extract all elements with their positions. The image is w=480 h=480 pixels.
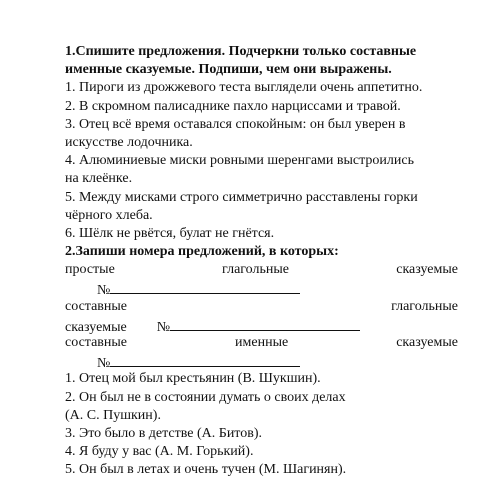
task1-sentence-4-line2: на клеёнке. xyxy=(65,171,133,187)
row2-number-sign: № xyxy=(156,319,171,335)
row3-word-nominal: именные xyxy=(235,335,289,350)
row2-word-verbal: глагольные xyxy=(391,298,458,314)
row1-answer-blank[interactable] xyxy=(110,279,300,294)
task1-sentence-3-line1: 3. Отец всё время оставался спокойным: он был уверен в xyxy=(65,116,406,132)
task1-sentence-3-line2: искусстве лодочника. xyxy=(65,134,193,150)
task1-sentence-6: 6. Шёлк не рвётся, булат не гнётся. xyxy=(65,225,275,241)
task1-header-line2: именные сказуемые. Подпиши, чем они выражены. xyxy=(65,62,392,78)
row1-number-sign: № xyxy=(97,283,111,299)
row3-word-predicates: сказуемые xyxy=(396,335,458,350)
row1-word-verbal: глагольные xyxy=(222,262,289,278)
task1-sentence-2: 2. В скромном палисаднике пахло нарциссами и травой. xyxy=(65,98,401,114)
task2-row2-answer xyxy=(65,316,458,334)
task2-sentence-4: 4. Я буду у вас (А. М. Горький). xyxy=(65,444,254,460)
row3-word-compound: составные xyxy=(65,335,128,350)
task1-header-line1: 1.Спишите предложения. Подчеркни только составные xyxy=(65,44,417,59)
task2-sentence-2-line1: 2. Он был не в состоянии думать о своих делах xyxy=(65,389,346,405)
task2-header: 2.Запиши номера предложений, в которых: xyxy=(65,244,339,260)
task2-row1-words xyxy=(65,261,458,279)
task2-row3-answer xyxy=(65,352,458,370)
row2-word-predicates: сказуемые xyxy=(65,319,127,335)
row3-number-sign: № xyxy=(97,356,111,372)
row1-word-simple: простые xyxy=(65,262,115,278)
task2-sentence-5: 5. Он был в летах и очень тучен (М. Шагинян). xyxy=(65,462,347,478)
task1-sentence-4-line1: 4. Алюминиевые миски ровными шеренгами выстроились xyxy=(65,153,414,169)
task2-row1-answer xyxy=(65,279,458,297)
task1-sentence-5-line1: 5. Между мисками строго симметрично расставлены горки xyxy=(65,189,418,205)
task2-row3-words xyxy=(65,334,458,352)
task2-row2-words xyxy=(65,298,458,316)
task2-sentence-2-line2: (А. С. Пушкин). xyxy=(65,407,161,423)
task1-sentence-1: 1. Пироги из дрожжевого теста выглядели очень аппетитно. xyxy=(65,80,423,96)
task2-sentence-3: 3. Это было в детстве (А. Битов). xyxy=(65,425,263,441)
row2-answer-blank[interactable] xyxy=(170,316,360,331)
row2-word-compound: составные xyxy=(65,298,128,314)
row3-answer-blank[interactable] xyxy=(110,352,300,367)
task2-sentence-1: 1. Отец мой был крестьянин (В. Шукшин). xyxy=(65,371,321,387)
task1-sentence-5-line2: чёрного хлеба. xyxy=(65,207,153,223)
row1-word-predicates: сказуемые xyxy=(396,262,458,278)
